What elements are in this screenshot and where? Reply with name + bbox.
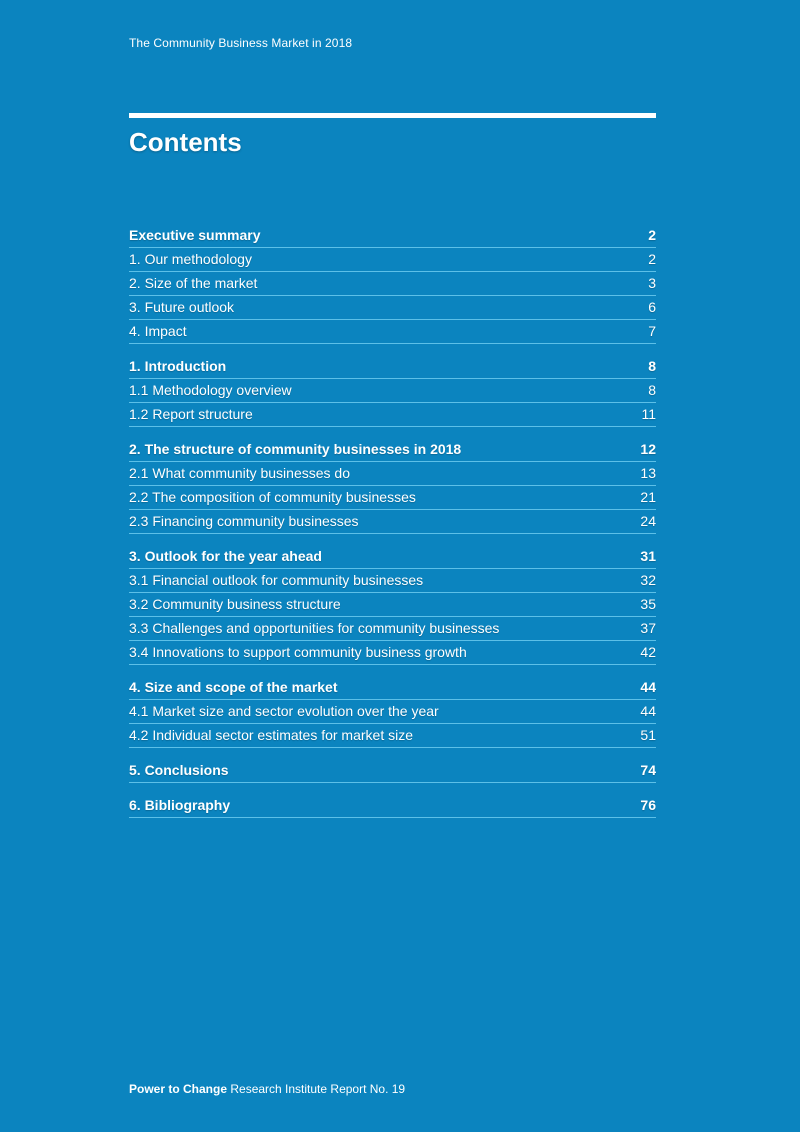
toc-entry-page-number: 44 — [640, 703, 656, 719]
toc-entry-label: 1. Our methodology — [129, 251, 252, 267]
toc-entry-label: 2. The structure of community businesses in 2018 — [129, 441, 462, 457]
toc-entry-label: Executive summary — [129, 227, 261, 243]
toc-entry-label: 3. Outlook for the year ahead — [129, 548, 322, 564]
toc-subsection-entry[interactable] — [129, 724, 656, 748]
toc-entry-page-number: 24 — [640, 513, 656, 529]
toc-entry-label: 2.1 What community businesses do — [129, 465, 350, 481]
toc-subsection-entry[interactable] — [129, 617, 656, 641]
toc-section-entry[interactable] — [129, 355, 656, 379]
toc-entry-page-number: 21 — [640, 489, 656, 505]
toc-entry-page-number: 11 — [641, 406, 656, 422]
toc-entry-page-number: 37 — [640, 620, 656, 636]
toc-entry-label: 3.4 Innovations to support community business growth — [129, 644, 467, 660]
toc-entry-page-number: 76 — [640, 797, 656, 813]
toc-section-entry[interactable] — [129, 438, 656, 462]
document-footer — [129, 1082, 405, 1096]
toc-entry-label: 5. Conclusions — [129, 762, 229, 778]
toc-entry-label: 6. Bibliography — [129, 797, 231, 813]
toc-subsection-entry[interactable] — [129, 641, 656, 665]
toc-subsection-entry[interactable] — [129, 248, 656, 272]
toc-section-entry[interactable] — [129, 794, 656, 818]
toc-entry-page-number: 32 — [640, 572, 656, 588]
table-of-contents — [129, 224, 656, 818]
toc-entry-label: 1.2 Report structure — [129, 406, 253, 422]
footer-brand: Power to Change — [129, 1082, 228, 1096]
toc-entry-page-number: 51 — [640, 727, 656, 743]
toc-entry-page-number: 8 — [648, 382, 656, 398]
toc-entry-page-number: 6 — [648, 299, 656, 315]
toc-entry-label: 4.1 Market size and sector evolution over the year — [129, 703, 439, 719]
toc-section-entry[interactable] — [129, 224, 656, 248]
toc-entry-label: 4. Size and scope of the market — [129, 679, 338, 695]
document-header-title: The Community Business Market in 2018 — [129, 36, 353, 50]
toc-entry-page-number: 42 — [640, 644, 656, 660]
toc-entry-page-number: 7 — [648, 323, 656, 339]
toc-subsection-entry[interactable] — [129, 320, 656, 344]
toc-subsection-entry[interactable] — [129, 700, 656, 724]
footer-text: Research Institute Report No. 19 — [227, 1082, 406, 1096]
toc-entry-label: 3.1 Financial outlook for community businesses — [129, 572, 424, 588]
toc-section-entry[interactable] — [129, 676, 656, 700]
toc-section-entry[interactable] — [129, 759, 656, 783]
toc-entry-page-number: 13 — [640, 465, 656, 481]
toc-entry-label: 4.2 Individual sector estimates for market size — [129, 727, 414, 743]
toc-subsection-entry[interactable] — [129, 272, 656, 296]
toc-subsection-entry[interactable] — [129, 296, 656, 320]
toc-entry-page-number: 31 — [640, 548, 656, 564]
toc-entry-label: 2. Size of the market — [129, 275, 258, 291]
toc-subsection-entry[interactable] — [129, 569, 656, 593]
toc-entry-page-number: 2 — [648, 251, 656, 267]
toc-entry-page-number: 2 — [648, 227, 656, 243]
toc-subsection-entry[interactable] — [129, 486, 656, 510]
toc-entry-label: 2.2 The composition of community businesses — [129, 489, 416, 505]
toc-subsection-entry[interactable] — [129, 462, 656, 486]
toc-entry-page-number: 3 — [648, 275, 656, 291]
toc-entry-label: 1. Introduction — [129, 358, 227, 374]
toc-entry-label: 3. Future outlook — [129, 299, 235, 315]
toc-entry-label: 2.3 Financing community businesses — [129, 513, 359, 529]
toc-entry-label: 1.1 Methodology overview — [129, 382, 292, 398]
toc-entry-page-number: 44 — [640, 679, 656, 695]
toc-subsection-entry[interactable] — [129, 510, 656, 534]
page-title: Contents — [129, 127, 242, 157]
toc-entry-page-number: 35 — [640, 596, 656, 612]
toc-entry-page-number: 12 — [640, 441, 656, 457]
toc-entry-page-number: 74 — [640, 762, 656, 778]
toc-entry-label: 4. Impact — [129, 323, 187, 339]
toc-section-entry[interactable] — [129, 545, 656, 569]
toc-entry-page-number: 8 — [648, 358, 656, 374]
heading-rule — [129, 113, 656, 118]
toc-subsection-entry[interactable] — [129, 593, 656, 617]
toc-entry-label: 3.3 Challenges and opportunities for community businesses — [129, 620, 500, 636]
toc-entry-label: 3.2 Community business structure — [129, 596, 341, 612]
toc-subsection-entry[interactable] — [129, 379, 656, 403]
toc-subsection-entry[interactable] — [129, 403, 656, 427]
